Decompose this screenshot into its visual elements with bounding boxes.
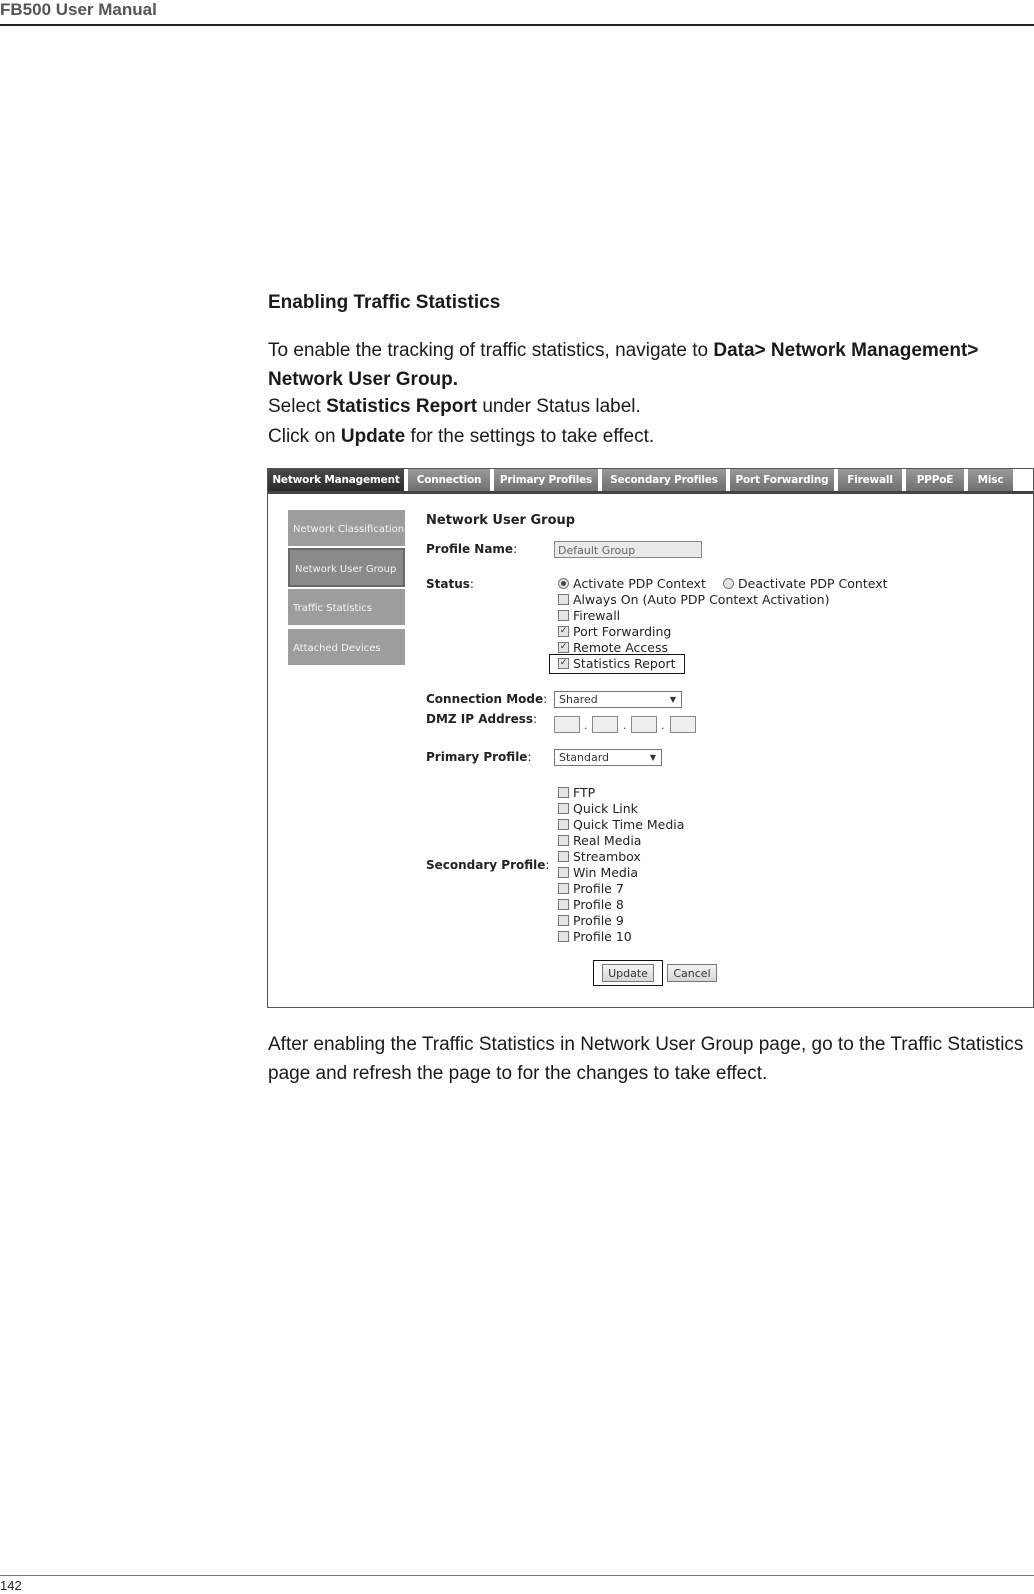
tab-primary-profiles[interactable]: Primary Profiles [494, 469, 599, 491]
checkbox-icon [558, 835, 569, 846]
secondary-profile-label: Secondary Profile: [426, 858, 550, 872]
radio-off-icon [723, 578, 734, 589]
update-button[interactable]: Update [602, 964, 654, 982]
ip-separator: . [661, 719, 665, 732]
ip-separator: . [623, 719, 627, 732]
radio-activate-pdp[interactable]: Activate PDP Context [558, 576, 706, 591]
tab-misc[interactable]: Misc [968, 469, 1014, 491]
check-real-media[interactable]: Real Media [558, 833, 641, 848]
side-item-traffic-statistics[interactable]: Traffic Statistics [288, 589, 405, 625]
connection-mode-label: Connection Mode: [426, 692, 548, 706]
checkbox-icon [558, 594, 569, 605]
check-streambox[interactable]: Streambox [558, 849, 641, 864]
p1-menu-path: Data> Network Management> Network User Group. [268, 340, 979, 390]
tab-pppoe[interactable]: PPPoE [906, 469, 965, 491]
p2-text-b: under Status label. [477, 396, 641, 417]
instruction-paragraph-3 [268, 422, 654, 451]
dmz-ip-octet-3[interactable] [631, 716, 657, 733]
connection-mode-select[interactable]: Shared ▼ [554, 691, 682, 708]
checkbox-icon [558, 867, 569, 878]
ip-separator: . [584, 719, 588, 732]
side-item-attached-devices[interactable]: Attached Devices [288, 629, 405, 665]
side-item-network-user-group[interactable]: Network User Group [288, 548, 405, 587]
tab-secondary-profiles[interactable]: Secondary Profiles [602, 469, 727, 491]
radio-deactivate-pdp[interactable]: Deactivate PDP Context [723, 576, 888, 591]
check-quick-time-media[interactable]: Quick Time Media [558, 817, 684, 832]
profile-name-label: Profile Name: [426, 542, 518, 556]
checkmark-icon: ✓ [559, 642, 568, 652]
check-profile-10[interactable]: Profile 10 [558, 929, 632, 944]
p2-text-a: Select [268, 396, 327, 417]
p3-bold: Update [340, 426, 406, 447]
tab-bar [268, 469, 1033, 493]
primary-profile-label: Primary Profile: [426, 750, 532, 764]
instruction-paragraph-4: After enabling the Traffic Statistics in Network User Group page, go to the Traffic Statistics page and refresh the page to for the changes to take effect. [268, 1034, 1024, 1084]
update-button-highlight [593, 960, 663, 986]
tab-connection[interactable]: Connection [408, 469, 491, 491]
instruction-paragraph-2 [268, 392, 641, 421]
tab-firewall[interactable]: Firewall [838, 469, 903, 491]
dropdown-arrow-icon: ▼ [649, 753, 656, 762]
check-win-media[interactable]: Win Media [558, 865, 638, 880]
checkbox-icon [558, 915, 569, 926]
status-label: Status: [426, 577, 474, 591]
footer-rule [0, 1575, 1034, 1576]
tab-port-forwarding[interactable]: Port Forwarding [730, 469, 835, 491]
p3-text-b: for the settings to take effect. [405, 426, 655, 447]
instruction-paragraph-1 [268, 336, 1018, 394]
check-quick-link[interactable]: Quick Link [558, 801, 638, 816]
primary-profile-select[interactable]: Standard ▼ [554, 749, 662, 766]
check-profile-8[interactable]: Profile 8 [558, 897, 624, 912]
checkbox-icon [558, 803, 569, 814]
check-profile-7[interactable]: Profile 7 [558, 881, 624, 896]
manual-header-title: FB500 User Manual [0, 0, 157, 19]
check-firewall[interactable]: Firewall [558, 608, 620, 623]
checkmark-icon: ✓ [559, 626, 568, 636]
dropdown-arrow-icon: ▼ [669, 695, 676, 704]
check-ftp[interactable]: FTP [558, 785, 595, 800]
tab-network-management[interactable]: Network Management [268, 469, 405, 491]
checkbox-icon [558, 851, 569, 862]
check-remote-access[interactable]: ✓ Remote Access [559, 640, 668, 655]
check-port-forwarding[interactable]: ✓ Port Forwarding [559, 624, 672, 639]
p2-bold: Statistics Report [326, 396, 478, 417]
statistics-report-highlight [549, 654, 685, 674]
checkbox-icon [558, 610, 569, 621]
header-rule [0, 24, 1034, 26]
profile-name-input[interactable]: Default Group [554, 541, 702, 558]
p1-text: To enable the tracking of traffic statistics, navigate to [268, 340, 714, 361]
dmz-ip-octet-2[interactable] [592, 716, 618, 733]
checkbox-icon [558, 819, 569, 830]
checkbox-icon [558, 931, 569, 942]
section-heading: Enabling Traffic Statistics [268, 292, 501, 313]
check-statistics-report[interactable]: ✓ Statistics Report [559, 656, 676, 671]
dmz-ip-label: DMZ IP Address: [426, 712, 538, 726]
checkmark-icon: ✓ [559, 658, 568, 668]
checkbox-icon [558, 787, 569, 798]
cancel-button[interactable]: Cancel [667, 964, 717, 982]
router-ui-screenshot [267, 468, 1034, 1008]
checkbox-icon [558, 883, 569, 894]
radio-on-icon [558, 578, 569, 589]
tab-underline [268, 491, 1033, 494]
page-number: 142 [0, 1578, 22, 1593]
check-profile-9[interactable]: Profile 9 [558, 913, 624, 928]
check-always-on[interactable]: Always On (Auto PDP Context Activation) [558, 592, 829, 607]
checkbox-icon [558, 899, 569, 910]
dmz-ip-octet-4[interactable] [670, 716, 696, 733]
side-item-network-classification[interactable]: Network Classification [288, 510, 405, 546]
form-title: Network User Group [426, 513, 576, 528]
dmz-ip-octet-1[interactable] [554, 716, 580, 733]
p3-text-a: Click on [268, 426, 341, 447]
